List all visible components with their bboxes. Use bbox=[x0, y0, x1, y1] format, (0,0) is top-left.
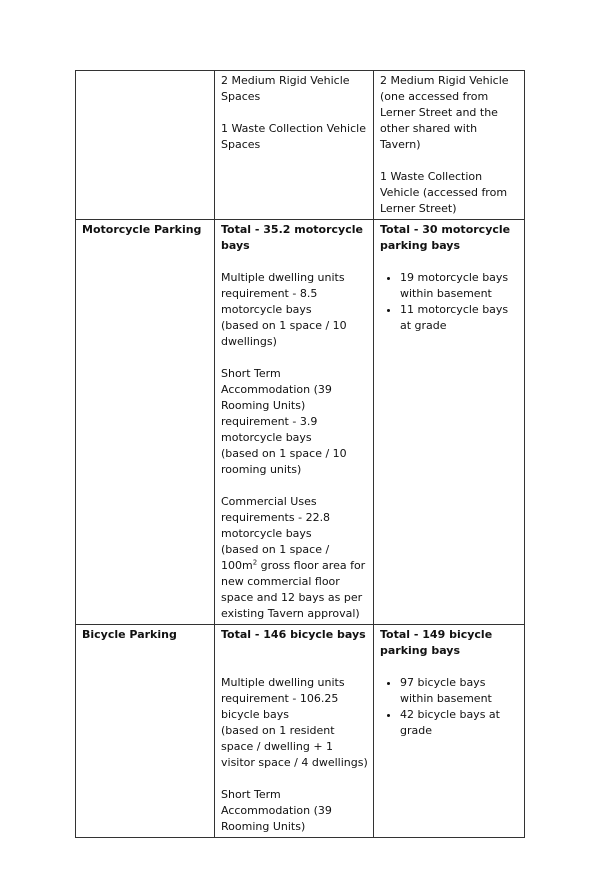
table-row-motorcycle-parking bbox=[76, 220, 525, 625]
requirement-text: Commercial Uses requirements - 22.8 motorcycle bays (based on 1 space / $100m^2$ gross floor area for new commercial floor space and 12 bays as per existing Tavern approval) bbox=[221, 495, 366, 620]
requirement-text: Multiple dwelling units requirement - 106.25 bicycle bays (based on 1 resident space / dwelling + 1 visitor space / 4 dwellings) bbox=[221, 676, 368, 769]
provided-cell bbox=[374, 220, 525, 625]
table-row-bicycle-parking bbox=[76, 625, 525, 838]
provided-total: Total - 30 motorcycle parking bays bbox=[380, 223, 511, 252]
requirement-text: 2 Medium Rigid Vehicle Spaces bbox=[221, 74, 350, 103]
requirement-cell bbox=[215, 220, 374, 625]
table-row-service-vehicles bbox=[76, 71, 525, 220]
row-label-cell bbox=[76, 625, 215, 838]
provided-text: 1 Waste Collection Vehicle (accessed from Lerner Street) bbox=[380, 170, 508, 215]
requirement-total: Total - 35.2 motorcycle bays bbox=[221, 223, 363, 252]
list-item: • 19 motorcycle bays within basement bbox=[400, 270, 519, 302]
requirement-cell bbox=[215, 625, 374, 838]
row-label: Motorcycle Parking bbox=[82, 223, 202, 236]
provided-text: 2 Medium Rigid Vehicle (one accessed from Lerner Street and the other shared with Tavern) bbox=[380, 74, 509, 151]
provided-list bbox=[380, 675, 519, 739]
provided-cell bbox=[374, 625, 525, 838]
requirement-text: Short Term Accommodation (39 Rooming Units) bbox=[221, 788, 332, 833]
list-item: • 42 bicycle bays at grade bbox=[400, 707, 519, 739]
list-item: • 11 motorcycle bays at grade bbox=[400, 302, 519, 334]
row-label-cell bbox=[76, 71, 215, 220]
provided-list bbox=[380, 270, 519, 334]
requirement-cell bbox=[215, 71, 374, 220]
row-label: Bicycle Parking bbox=[82, 628, 177, 641]
row-label-cell bbox=[76, 220, 215, 625]
provided-total: Total - 149 bicycle parking bays bbox=[380, 628, 493, 657]
requirement-text: Multiple dwelling units requirement - 8.5 motorcycle bays (based on 1 space / 10 dwellings) bbox=[221, 271, 347, 348]
requirement-total: Total - 146 bicycle bays bbox=[221, 628, 366, 641]
requirement-text: Short Term Accommodation (39 Rooming Units) requirement - 3.9 motorcycle bays (based on 1 space / 10 rooming units) bbox=[221, 367, 347, 476]
parking-requirements-table bbox=[75, 70, 525, 838]
requirement-text: 1 Waste Collection Vehicle Spaces bbox=[221, 122, 366, 151]
provided-cell bbox=[374, 71, 525, 220]
list-item: • 97 bicycle bays within basement bbox=[400, 675, 519, 707]
